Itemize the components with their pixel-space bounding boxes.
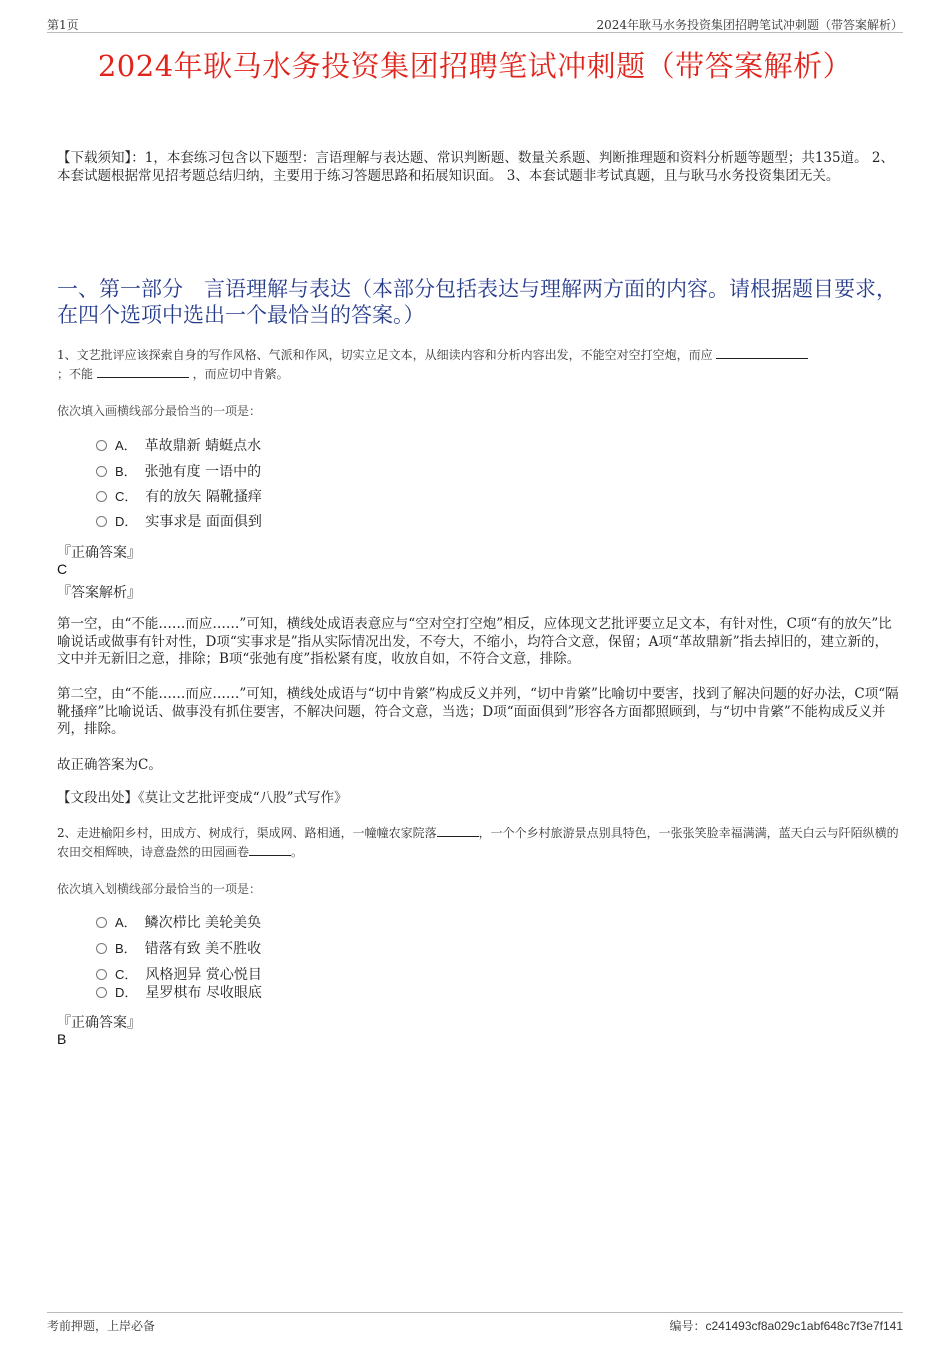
analysis-conclusion: 故正确答案为C。 [57,757,162,773]
correct-answer-label: 『正确答案』 [57,545,141,561]
radio-icon[interactable] [96,466,107,477]
analysis-paragraph-1: 第一空，由“不能……而应……”可知，横线处成语表意应与“空对空打空炮”相反，应体现文艺批评要立足文本，有针对性，C项“有的放矢”比喻说话或做事有针对性，D项“实事求是”指从实际情况出发，不夸大，不缩小，均符合文意，保留；A项“革故鼎新”指去掉旧的，建立新的，文中并无新旧之意，排除；B项“张弛有度”指松紧有度，收放自如，不符合文意，排除。 [57,616,892,667]
radio-icon[interactable] [96,917,107,928]
radio-icon[interactable] [96,943,107,954]
option-c[interactable]: C． 有的放矢 隔靴搔痒 [96,487,262,507]
option-d[interactable]: D． 星罗棋布 尽收眼底 [96,983,262,1003]
radio-icon[interactable] [96,440,107,451]
correct-answer: B [57,1031,67,1047]
option-b[interactable]: B． 错落有致 美不胜收 [96,939,261,959]
option-a[interactable]: A． 鳞次栉比 美轮美奂 [96,913,261,933]
section-heading: 一、第一部分 言语理解与表达（本部分包括表达与理解两方面的内容。请根据题目要求，在四个选项中选出一个最恰当的答案。） [57,277,897,327]
question-2-prompt: 依次填入划横线部分最恰当的一项是： [57,882,262,896]
page-title: 2024年耿马水务投资集团招聘笔试冲刺题（带答案解析） [97,49,853,83]
footer-slogan: 考前押题，上岸必备 [47,1319,156,1333]
question-1-prompt: 依次填入画横线部分最恰当的一项是： [57,404,262,418]
answer-blank [716,346,808,359]
option-d[interactable]: D． 实事求是 面面俱到 [96,512,262,532]
page-header [47,16,903,33]
question-2-text: 2、走进榆阳乡村，田成方、树成行，渠成网、路相通，一幢幢农家院落 ，一个个乡村旅游景点别具特色，一张张笑脸幸福满满，蓝天白云与阡陌纵横的农田交相辉映，诗意盎然的田园画卷 。 [57,826,899,859]
radio-icon[interactable] [96,987,107,998]
answer-blank [249,843,291,856]
page-number: 第1页 [47,18,79,32]
option-b[interactable]: B． 张弛有度 一语中的 [96,462,261,482]
radio-icon[interactable] [96,516,107,527]
document-code: 编号：c241493cf8a029c1abf648c7f3e7f141 [669,1319,903,1333]
analysis-label: 『答案解析』 [57,585,141,601]
answer-blank [437,824,479,837]
page-footer [47,1312,903,1333]
option-c[interactable]: C． 风格迥异 赏心悦目 [96,965,262,985]
radio-icon[interactable] [96,491,107,502]
radio-icon[interactable] [96,969,107,980]
option-a[interactable]: A． 革故鼎新 蜻蜓点水 [96,436,261,456]
analysis-paragraph-2: 第二空，由“不能……而应……”可知，横线处成语与“切中肯綮”构成反义并列，“切中肯綮”比喻切中要害，找到了解决问题的好办法，C项“隔靴搔痒”比喻说话、做事没有抓住要害，不解决问题，符合文意，当选；D项“面面俱到”形容各方面都照顾到，与“切中肯綮”不能构成反义并列，排除。 [57,686,899,737]
download-notice: 【下载须知】：1，本套练习包含以下题型：言语理解与表达题、常识判断题、数量关系题、判断推理题和资料分析题等题型；共135道。 2、本套试题根据常见招考题总结归纳，主要用于练习答题思路和拓展知识面。 3、本套试题非考试真题，且与耿马水务投资集团无关。 [57,150,894,184]
correct-answer-label: 『正确答案』 [57,1015,141,1031]
header-doc-title: 2024年耿马水务投资集团招聘笔试冲刺题（带答案解析） [596,18,903,32]
correct-answer: C [57,561,68,577]
answer-blank [97,365,189,378]
question-1-text: 1、文艺批评应该探索自身的写作风格、气派和作风，切实立足文本，从细读内容和分析内容出发，不能空对空打空炮，而应 ；不能 ，而应切中肯綮。 [57,346,899,384]
text-source: 【文段出处】《莫让文艺批评变成“八股”式写作》 [57,790,348,806]
